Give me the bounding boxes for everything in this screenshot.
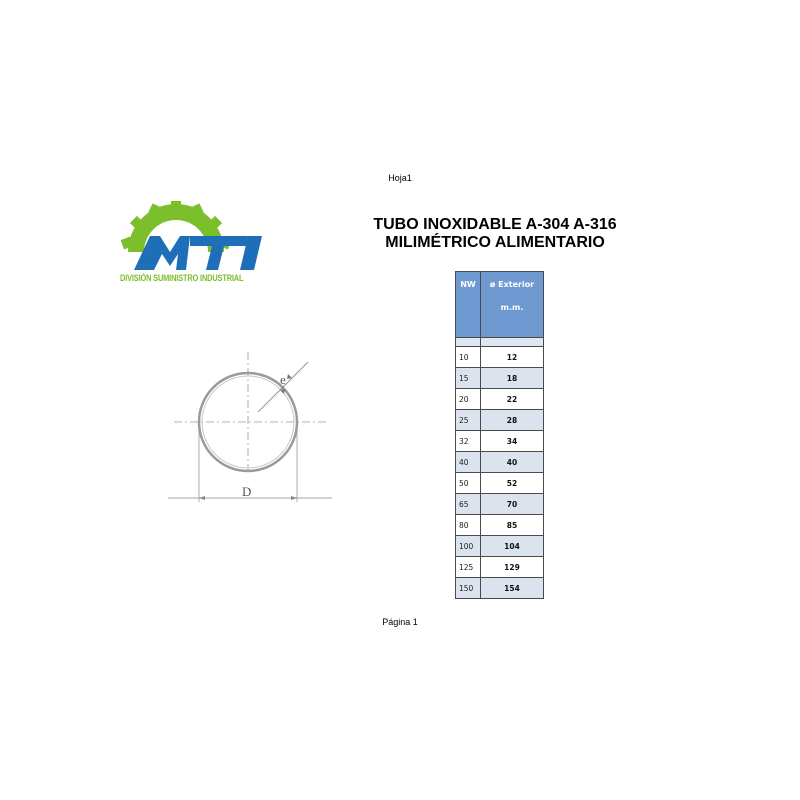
dimensions-table [455, 271, 544, 599]
document-title [340, 216, 650, 252]
table-row [456, 578, 544, 599]
cell-exterior: 129 [481, 557, 544, 578]
table-spacer-row [456, 338, 544, 347]
sheet-name: Hoja1 [388, 173, 412, 183]
wall-thickness-label: e [280, 372, 286, 387]
cell-nw: 100 [456, 536, 481, 557]
cell-exterior: 40 [481, 452, 544, 473]
cell-exterior: 52 [481, 473, 544, 494]
cell-exterior: 12 [481, 347, 544, 368]
company-logo [120, 200, 270, 295]
table-row [456, 368, 544, 389]
cell-exterior: 22 [481, 389, 544, 410]
header-exterior-line-2: m.m. [500, 303, 524, 312]
cell-nw: 32 [456, 431, 481, 452]
cell-nw: 25 [456, 410, 481, 431]
page-footer: Página 1 [382, 617, 418, 627]
table-row [456, 410, 544, 431]
logo-caption: DIVISIÓN SUMINISTRO INDUSTRIAL [120, 273, 244, 284]
cell-exterior: 154 [481, 578, 544, 599]
cell-nw: 10 [456, 347, 481, 368]
title-line-1: TUBO INOXIDABLE A-304 A-316 [373, 216, 617, 233]
table-row [456, 347, 544, 368]
table-row [456, 389, 544, 410]
table-row [456, 452, 544, 473]
cell-exterior: 28 [481, 410, 544, 431]
gear-logo-icon [120, 200, 270, 275]
cell-nw: 40 [456, 452, 481, 473]
cell-exterior: 104 [481, 536, 544, 557]
table-row [456, 536, 544, 557]
cell-nw: 50 [456, 473, 481, 494]
cell-nw: 20 [456, 389, 481, 410]
cell-nw: 80 [456, 515, 481, 536]
cell-nw: 65 [456, 494, 481, 515]
cell-exterior: 34 [481, 431, 544, 452]
header-exterior [481, 272, 544, 338]
cell-exterior: 18 [481, 368, 544, 389]
cell-exterior: 70 [481, 494, 544, 515]
table-row [456, 494, 544, 515]
table-row [456, 557, 544, 578]
header-exterior-line-1: ø Exterior [489, 280, 535, 289]
cell-nw: 150 [456, 578, 481, 599]
table-row [456, 431, 544, 452]
table-row [456, 515, 544, 536]
tube-cross-section-drawing [160, 350, 340, 510]
cell-nw: 15 [456, 368, 481, 389]
diameter-label: D [242, 484, 252, 499]
title-line-2: MILIMÉTRICO ALIMENTARIO [385, 234, 605, 251]
table-row [456, 473, 544, 494]
header-nw: NW [456, 272, 481, 338]
cell-exterior: 85 [481, 515, 544, 536]
tube-diagram [160, 350, 340, 510]
cell-nw: 125 [456, 557, 481, 578]
